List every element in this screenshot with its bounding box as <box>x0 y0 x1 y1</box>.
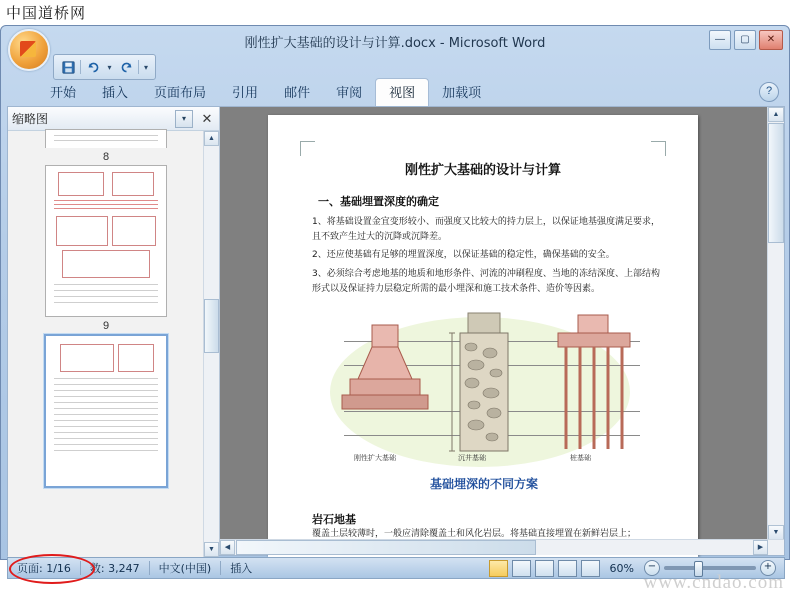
quick-access-toolbar <box>53 54 156 80</box>
word-application-window <box>0 25 790 575</box>
document-scrollbar-horizontal[interactable] <box>220 539 784 555</box>
margin-corner-top-left <box>300 141 315 156</box>
chevron-down-icon[interactable]: ▾ <box>175 110 193 128</box>
thumbnail-list[interactable] <box>8 131 204 557</box>
document-subheading: 岩石地基 <box>312 513 356 526</box>
close-icon[interactable]: ✕ <box>201 110 213 126</box>
scrollbar-thumb[interactable] <box>768 123 784 243</box>
window-controls <box>709 30 783 50</box>
window-title: 刚性扩大基础的设计与计算.docx - Microsoft Word <box>244 36 546 51</box>
scroll-left-icon[interactable]: ◀ <box>220 540 235 555</box>
figure-caption: 基础埋深的不同方案 <box>429 477 538 491</box>
undo-dropdown-icon[interactable]: ▾ <box>107 62 112 72</box>
document-scrollbar-vertical[interactable] <box>767 107 784 555</box>
view-draft-icon[interactable] <box>581 560 600 577</box>
thumbnail-page-number: 8 <box>102 151 110 163</box>
work-area <box>7 106 785 556</box>
view-web-layout-icon[interactable] <box>535 560 554 577</box>
margin-corner-top-right <box>651 141 666 156</box>
zoom-level-label[interactable]: 60% <box>609 561 634 575</box>
thumbnail-pane <box>8 107 220 555</box>
document-pane[interactable] <box>220 107 784 555</box>
help-icon[interactable]: ? <box>759 82 779 102</box>
view-full-screen-reading-icon[interactable] <box>512 560 531 577</box>
site-watermark: www.cndao.com <box>643 572 784 593</box>
status-insert-mode[interactable]: 插入 <box>230 562 253 575</box>
figure-label-spread-footing: 刚性扩大基础 <box>354 454 396 462</box>
undo-icon[interactable] <box>83 58 103 76</box>
status-language[interactable]: 中文(中国) <box>158 562 212 575</box>
tab-home[interactable]: 开始 <box>50 86 77 101</box>
scroll-down-icon[interactable]: ▼ <box>204 542 219 557</box>
list-item[interactable] <box>8 165 204 334</box>
tab-references[interactable]: 引用 <box>232 86 259 101</box>
site-title: 中国道桥网 <box>6 4 87 22</box>
toolbar-separator <box>80 60 81 74</box>
thumbnail-page-number: 9 <box>102 320 110 332</box>
redo-icon[interactable] <box>116 58 136 76</box>
figure-caisson-icon <box>446 313 526 463</box>
zoom-in-button[interactable]: + <box>760 560 776 576</box>
document-title: 刚性扩大基础的设计与计算 <box>404 163 561 178</box>
zoom-out-button[interactable]: − <box>644 560 660 576</box>
save-icon[interactable] <box>58 58 78 76</box>
view-outline-icon[interactable] <box>558 560 577 577</box>
tab-view[interactable]: 视图 <box>375 78 429 106</box>
tab-review[interactable]: 审阅 <box>336 86 363 101</box>
scroll-down-icon[interactable]: ▼ <box>768 525 784 540</box>
tab-page-layout[interactable]: 页面布局 <box>154 86 207 101</box>
minimize-button[interactable]: — <box>709 30 731 50</box>
scrollbar-thumb-horizontal[interactable] <box>236 540 536 555</box>
scrollbar-thumb[interactable] <box>204 299 219 353</box>
office-button-icon[interactable] <box>8 29 50 71</box>
document-bottom-paragraph-1: 覆盖土层较薄时，一般应清除覆盖土和风化岩层。将基础直接埋置在新鲜岩层上； <box>312 529 637 539</box>
view-print-layout-icon[interactable] <box>489 560 508 577</box>
close-button[interactable]: ✕ <box>759 30 783 50</box>
zoom-slider[interactable] <box>664 566 756 570</box>
list-item[interactable] <box>8 334 204 488</box>
status-page-indicator[interactable]: 页面: 1/16 <box>17 562 71 575</box>
figure-label-pile: 桩基础 <box>570 454 591 462</box>
thumbnail-pane-header <box>8 107 219 131</box>
document-paragraph-3: 3、必须综合考虑地基的地质和地形条件、河流的冲刷程度、当地的冻结深度、上部结构形式以及保证持力层稳定所需的最小埋深和施工技术条件、造价等因素。 <box>312 269 660 294</box>
document-figure <box>298 307 670 507</box>
tab-addins[interactable]: 加载项 <box>442 86 482 101</box>
thumbnail-scrollbar[interactable] <box>203 131 219 557</box>
document-page[interactable] <box>268 115 698 557</box>
toolbar-separator-2 <box>138 60 139 74</box>
thumbnail-page-9[interactable] <box>45 165 167 317</box>
document-paragraph-2: 2、还应使基础有足够的埋置深度，以保证基础的稳定性，确保基础的安全。 <box>312 250 615 260</box>
site-header <box>0 0 800 25</box>
figure-spread-footing-icon <box>338 321 434 461</box>
thumbnail-pane-title: 缩略图 <box>12 112 49 126</box>
document-heading: 一、基础埋置深度的确定 <box>318 195 439 208</box>
title-bar <box>1 26 789 56</box>
status-word-count[interactable]: 数: 3,247 <box>89 562 140 575</box>
document-paragraph-1: 1、将基础设置金宜变形较小、而强度又比较大的持力层上，以保证地基强度满足要求，且不致产生过大的沉降或沉降差。 <box>312 217 660 242</box>
scroll-up-icon[interactable]: ▲ <box>204 131 219 146</box>
figure-label-caisson: 沉井基础 <box>458 454 486 462</box>
customize-qat-icon[interactable]: ▾ <box>143 62 148 72</box>
tab-insert[interactable]: 插入 <box>102 86 129 101</box>
maximize-button[interactable]: ▢ <box>734 30 756 50</box>
thumbnail-page-8[interactable] <box>45 129 167 148</box>
figure-pile-foundation-icon <box>544 315 644 460</box>
list-item[interactable] <box>8 129 204 165</box>
thumbnail-page-10[interactable] <box>44 334 168 488</box>
ribbon-tab-bar <box>1 80 789 106</box>
scroll-up-icon[interactable]: ▲ <box>768 107 784 122</box>
tab-mailings[interactable]: 邮件 <box>284 86 311 101</box>
scroll-right-icon[interactable]: ▶ <box>753 540 768 555</box>
